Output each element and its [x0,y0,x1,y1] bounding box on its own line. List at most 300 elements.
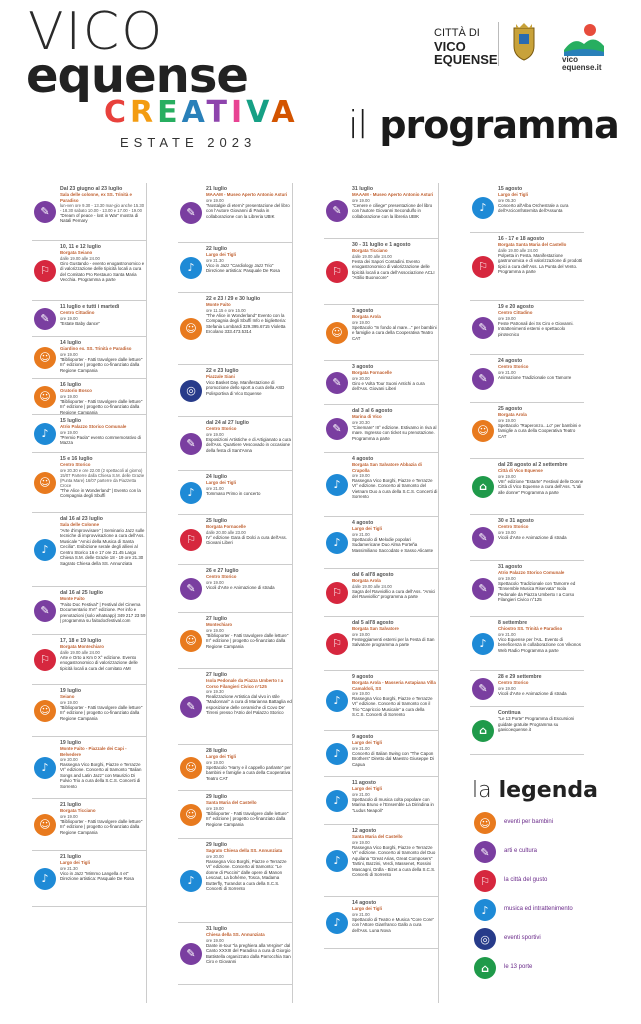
event-description: "The Alice in Wonderland" Evento con la Compagnia degli Sbuffi Info e biglietteria: Stefania Lombardi 329.395.6715 Violetta Ercolano 333.473.5314 [206,312,286,335]
event-description: Vicoli d'Arte e Animazione di strada [206,584,275,590]
legend-item [474,899,624,923]
program-column [470,183,584,755]
art-icon: ✎ [180,433,202,455]
event-place: Sala delle colonne, ex SS. Trinità e Paradiso [60,192,132,203]
event-description: "Biblioporter - Fatti travolgere dalle letture" III° edizione | progetto co-finanziato dalla Regione Campania [206,810,289,827]
music-icon: ♪ [472,633,494,655]
event-time: ore 19.00 [206,197,224,203]
event-item [178,183,292,243]
event-item [178,365,292,417]
event-item [470,561,584,617]
event-date: 30 - 31 luglio e 1 agosto [352,242,411,248]
event-place: Borgata Arola [352,314,381,320]
food-icon: ⚐ [472,256,494,278]
event-description: "Cinemare" III° edizione. Estivamo in riva al mare. Ingresso con ticket su prenotazione. Programma a parte [352,424,437,441]
event-date: 25 agosto [498,406,523,412]
event-item [470,233,584,301]
art-icon: ✎ [180,696,202,718]
event-time: ore 21.30 [60,865,78,871]
event-time: ore 19.00 [60,699,78,705]
event-time: ore 20.30 e ore 22.00 (2 spettacoli al giorno) 15/07 Parterre dalla Chiesa S.M. delle Grazie (Punta Mare) 16/07 parterre da Piazzetta Croce [60,467,145,488]
event-place: Borgata Santa Maria del Castello [498,242,567,248]
divider [498,22,499,66]
event-time: ore 21.30 [206,257,224,263]
event-place: Largo dei Tigli [206,480,236,486]
event-item [178,417,292,471]
legend-item [474,957,624,981]
legend-label: eventi sportivi [504,935,541,941]
event-item [324,731,438,777]
event-item [324,305,438,361]
event-date: 21 luglio [60,802,82,808]
event-place: Borgata Seiano [60,250,93,256]
event-place: Largo dei Tigli [206,252,236,258]
event-time: ore 19.00 [352,631,370,637]
column-divider [438,183,439,1003]
food-icon: ⚐ [34,260,56,282]
event-description: Rassegna Vico Borghi, Piazze e Terrazze VI° edizione. Concerto al tramonto con il Trio "Capriccio Musicale" a cura della S.C.S. Concerti di Sorrento [352,695,433,718]
event-time: ore 19.00 [498,529,516,535]
event-place: Centro Cittadino [498,310,533,316]
event-date: 31 agosto [498,564,523,570]
event-date: 30 e 31 agosto [498,518,534,524]
event-item [470,403,584,459]
event-description: Spettacolo di Teatro e Musica "Core Core" con l'Attore Gianfranco Gallo a cura dell'Ass. Luna Nova [352,916,435,933]
event-time: ore 19.30 [206,688,224,694]
event-place: Città di Vico Equense [498,468,543,474]
event-date: 14 agosto [352,900,377,906]
event-description: Arte e Orto a Km 0 X° edizione. Evento enogastronomico di valorizzazione delle tipicità locali a cura del comitato AMI [60,654,138,671]
music-icon: ♪ [34,423,56,445]
event-date: 22 e 23 / 29 e 30 luglio [206,296,261,302]
art-icon: ✎ [472,317,494,339]
event-place: Monte Faito - Piazzale dei Capi - Belvedere [60,746,127,757]
event-item [324,517,438,569]
art-icon: ✎ [326,200,348,222]
event-date: dal 16 al 25 luglio [60,590,103,596]
event-item [178,565,292,613]
children-icon: ☺ [474,812,496,834]
legend-item [474,870,624,894]
art-icon: ✎ [472,527,494,549]
event-description: "Premio Paola" evento commemorativo di Mazza [60,434,141,446]
event-item [324,405,438,453]
event-item [32,183,146,241]
children-icon: ☺ [34,347,56,369]
event-time: ore 19.00 [352,472,370,478]
event-date: 11 agosto [352,780,376,786]
event-item [470,183,584,233]
event-item [470,707,584,755]
event-item [32,635,146,685]
event-time: ore 19.00 [60,393,78,399]
music-icon: ♪ [326,850,348,872]
event-time: ore 19.00 [352,839,370,845]
event-place: Borgata Fornacelle [206,524,246,530]
event-description: Festeggiamenti esterni per la Festa di San Salvatore programma a parte [352,636,435,648]
children-icon: ☺ [180,630,202,652]
legend-label: la città del gusto [504,877,548,883]
legend-label: eventi per bambini [504,819,554,825]
event-date: 15 luglio [60,418,82,424]
event-time: ore 21.00 [352,745,370,751]
event-time: dalle 19.00 alle 24.00 [60,649,100,655]
event-description: Spettacolo "Raperonzo...Lo" per bambini e famiglie a cura della Cooperativa Teatro CAT [498,422,581,439]
children-icon: ☺ [180,318,202,340]
event-place: Sagrato Chiesa della SS. Annunziata [206,848,283,854]
event-item [178,293,292,365]
event-item [324,897,438,949]
event-place: Montechiaro [206,622,233,628]
event-item [178,745,292,791]
event-place: Atrio Palazzo Storico Comunale [60,424,127,430]
event-place: Santa Maria del Castello [206,800,257,806]
food-icon: ⚐ [326,582,348,604]
event-item [32,453,146,513]
event-date: 3 agosto [352,308,374,314]
event-time: ore 19.00 [352,319,370,325]
event-place: Largo dei Tigli [60,860,90,866]
event-item [32,241,146,301]
event-date: Continua [498,710,521,716]
legend-label: musica ed intrattenimento [504,906,573,912]
music-icon: ♪ [326,474,348,496]
children-icon: ☺ [34,814,56,836]
event-date: 4 agosto [352,520,374,526]
event-place: Marina di Vico [352,414,382,420]
event-place: Largo dei Tigli [206,754,236,760]
children-icon: ☺ [34,472,56,494]
event-description: "Le 13 Porte" Programma di Escursioni guidate gratuite Programma su gavicoequense.it [498,716,575,733]
event-description: Esposizioni Artistiche e di Artigianato a cura dell'Ass. Quartiere Vescovado in occasione della festa di Sant'Anna [206,436,291,453]
event-item [324,453,438,517]
event-place: MAAAM - Museo Aperto Antonio Asturi [206,192,288,198]
event-time: ore 19.00 [206,937,224,943]
event-description: "Biblioporter - Fatti travolgere dalle letture" III° edizione | progetto co-finanziato dalla Regione Campania [60,818,143,835]
event-date: 19 luglio [60,740,82,746]
children-icon: ☺ [326,322,348,344]
music-icon: ♪ [474,899,496,921]
event-time: ore 21.00 [352,531,370,537]
event-description: Vico Equense per l'AIL. Evento di beneficenza in collaborazione con Vikonos Web Radio Programma a parte [498,636,581,653]
event-item [324,569,438,617]
event-description: Spettacolo di musica colta popolare con Marina Bruno e l'Ensemble La Dirindina in "Ludus Neapoli" [352,796,434,813]
event-place: Chiostro SS. Trinità e Paradiso [498,626,563,632]
event-date: 26 e 27 luglio [206,568,239,574]
event-description: Sagra del Ravviollio a cura dell'Ass. "Amici del Ravviollio" programma a parte [352,588,436,600]
event-item [178,923,292,985]
food-icon: ⚐ [180,529,202,551]
event-date: 9 agosto [352,734,374,740]
event-place: Chiesa della SS. Annunziata [206,932,265,938]
event-time: ore 19.00 [498,473,516,479]
event-date: 14 luglio [60,340,82,346]
event-item [178,791,292,839]
event-item [178,613,292,669]
event-item [470,355,584,403]
door-icon: ⌂ [472,476,494,498]
event-date: 31 luglio [352,186,374,192]
children-icon: ☺ [34,700,56,722]
event-time: ore 19.00 [498,315,516,321]
event-description: Realizzazione Artistica dal vivo in stile "Madonnari" a cura di Marianna Battaglia ed esposizione delle ceramiche di Covo De' Tirreni presso l'Atrio del Palazzo Storico [206,693,292,716]
event-date: 31 luglio [206,926,228,932]
event-place: Largo dei Tigli [352,906,382,912]
event-item [32,799,146,851]
program-column [32,183,146,907]
event-date: 3 agosto [352,364,374,370]
event-place: Largo dei Tigli [498,192,528,198]
column-divider [146,183,147,1003]
event-description: Spettacolo di Melodie popolari Sudamericane Duo Alma Porteña Massimiliano Saccodato e Sasso Alicante [352,536,434,553]
title-programma: programma [379,103,619,147]
art-icon: ✎ [474,841,496,863]
event-item [324,825,438,897]
event-time: dalle 19.00 alle 24.00 [352,253,392,259]
music-icon: ♪ [34,868,56,890]
event-place: MAAAM - Museo Aperto Antonio Asturi [352,192,434,198]
event-time: ore 20.00 [206,853,224,859]
art-icon: ✎ [180,578,202,600]
event-date: 17, 18 e 19 luglio [60,638,102,644]
event-time: ore 19.00 [60,315,78,321]
event-description: "Arte d'improvvisare" | Seminario Jazz sulle tecniche di improvvisazione a cura dell'Ass. Musicale "Amici della Musica di Santa Cecilia". Esibizione serale degli allievi al Centro Storico 16 e 17 ore 21.45 Largo Chiesa S.M. delle Grazie 18 - 19 ore 21.30 Sagrato Chiesa della SS. Annunziata [60,527,145,566]
sport-icon: ◎ [474,928,496,950]
event-item [470,617,584,671]
event-time: ore 20.30 [352,419,370,425]
art-icon: ✎ [326,372,348,394]
vico-equense-it-logo [560,22,608,72]
legend-title-la: la [472,778,492,803]
event-time: ore 20.00 [60,756,78,762]
event-date: 9 agosto [352,674,374,680]
event-time: dalle 19.00 alle 24.00 [498,247,538,253]
event-date: 10, 11 e 12 luglio [60,244,101,250]
event-item [324,671,438,731]
event-place: Monte Faito [60,596,85,602]
event-time: ore 19.00 [206,805,224,811]
food-icon: ⚐ [326,633,348,655]
music-icon: ♪ [472,197,494,219]
event-time: ore 19.00 [498,417,516,423]
event-date: 4 agosto [352,456,374,462]
event-date: 29 luglio [206,794,228,800]
event-description: Rassegna Vico Borghi, Piazze e Terrazze VI° edizione. Concerto al tramonto del Vietnam Duo a cura della S.C.S. Concerti di Sorrento [352,477,438,500]
event-place: Sala delle Colonne [60,522,100,528]
sport-icon: ◎ [180,380,202,402]
event-description: Giro e Volta Tour Suoni Antichi a cura dell'Ass. Giovani Liberi [352,380,425,392]
event-date: 19 e 20 agosto [498,304,534,310]
event-item [470,515,584,561]
event-place: Isola Pedonale da Piazza Umberto I a Corso Filangieri Civico n°125 [206,678,284,689]
event-time: ore 19.00 [206,579,224,585]
event-description: "Cenere e ciliege" presentazione del libro con l'autore Giovanni Secondulfo in collaborazione con la libreria UBIK [352,202,433,219]
event-place: Largo dei Tigli [352,526,382,532]
event-date: 24 luglio [206,474,228,480]
page-title [348,103,619,147]
art-icon: ✎ [472,678,494,700]
city-name [434,27,498,68]
event-date: 29 luglio [206,842,228,848]
event-description: Dante in-tour "la preghiera alla Vergine" dal Canto XXXIII del Paradiso a cura di Giorgio Battistella organizzato dalla Parrocchia San Ciro e Giovanni [206,942,291,965]
event-date: 21 luglio [60,854,82,860]
event-time: ore 20.00 [352,375,370,381]
event-place: Borgata Ticciano [352,248,388,254]
event-place: Centro Storico [60,462,91,468]
logo-equense: equense [26,48,248,104]
event-time: dalle 19.00 alle 24.00 [60,255,100,261]
event-place: Borgata Arola [352,578,381,584]
city-crest-icon [511,22,537,62]
event-description: "Dream of peace - lost in War" mostra di Natali Pemary [60,212,139,224]
event-item [324,183,438,239]
event-description: Giro Gustando - evento enogastronomico e di valorizzazione delle tipicità locali a cura del Comitato Pro Restauro Santa Maria Vecchia. Programma a parte [60,260,145,283]
event-place: Borgata San Salvatore Abbazia di Crapolla [352,462,422,473]
event-place: Giardino ex. SS. Trinità e Paradiso [60,346,132,352]
event-description: Vicoli d'Arte e Animazione di strada [498,690,567,696]
event-date: dal 28 agosto al 2 settembre [498,462,568,468]
event-description: Spettacolo "In fondo al mare..." per bambini e famiglie a cura della Cooperativa Teatro CAT [352,324,437,341]
event-item [324,617,438,671]
children-icon: ☺ [180,757,202,779]
event-place: Borgata Arola [498,412,527,418]
event-date: dal 24 al 27 luglio [206,420,249,426]
event-description: Spettacolo "Harry e il cappello parlante" per bambini e famiglie a cura della Cooperativa Teatro CAT [206,764,291,781]
event-date: 16 luglio [60,382,82,388]
event-time: ore 19.00 [352,690,370,696]
event-time: ore 19.00 [352,197,370,203]
logo-estate: ESTATE 2023 [120,135,257,150]
event-time: ore 19.00 [498,685,516,691]
event-description: Vico in Jazz "Mimmo Langella 4 et" Direzione artistica: Pasquale De Rosa [60,870,134,882]
event-date: 28 e 29 settembre [498,674,542,680]
event-place: Borgata Arola - Masseria Astapiana Villa Camaldoli, SS [352,680,436,691]
event-description: "Faito Doc Festival" | Festival del Cinema Documentario XVI° edizione. Per info e prenotazioni (solo whatsapp) 349 217 23 59 | programma su faitodocfestival.com [60,601,146,624]
event-place: Centro Storico [498,680,529,686]
landscape-icon [560,22,608,56]
event-time: ore 19.00 [206,759,224,765]
event-item [32,513,146,587]
event-place: Oratorio Bosco [60,388,92,394]
legend-label: arti e cultura [504,848,538,854]
event-date: 27 luglio [206,616,228,622]
event-description: IV° edizione Gara di Dolci a cura dell'Ass. Giovani Liberi [206,534,287,546]
event-description: "Biblioporter - Fatti travolgere dalle letture" III° edizione | progetto co-finanziato dalla Regione Campania [60,398,143,415]
door-icon: ⌂ [472,720,494,742]
music-icon: ♪ [326,790,348,812]
event-description: Festa dei Sapori Contadini. Evento enogastronomico di valorizzazione delle tipicità locali a cura dell'Associazione ACLI "Attilio Buonocore" [352,258,435,281]
event-description: "Biblioporter - Fatti travolgere dalle letture" III° edizione | progetto co-finanziato dalla Regione Campania [206,632,289,649]
event-place: Borgata San Salvatore [352,626,399,632]
event-time: ore 19.00 [206,627,224,633]
event-item [32,587,146,635]
children-icon: ☺ [472,420,494,442]
event-time: ore 21.00 [498,369,516,375]
event-date: 22 e 23 luglio [206,368,239,374]
event-date: 15 e 16 luglio [60,456,93,462]
event-item [32,379,146,415]
event-time: ore 19.00 [206,431,224,437]
event-item [178,839,292,923]
legend-label: le 13 porte [504,964,533,970]
event-item [470,301,584,355]
program-column [178,183,292,985]
event-description: Vico in Jazz "Cardiology Jazz Trio" Direzione artistica: Pasquale De Rosa [206,262,280,274]
event-item [178,515,292,565]
event-time: ore 21.00 [498,631,516,637]
event-description: Rassegna Vico Borghi, Piazze e Terrazze VI° edizione. Concerto al tramonto "Italian Songs and Latin Jazz" con Maurizio Di Fulvio Trio a cura della S.C.S. Concerti di Sorrento [60,761,142,789]
city-label: VICO EQUENSE [434,38,498,68]
event-date: dal 16 al 23 luglio [60,516,103,522]
event-date: 8 settembre [498,620,528,626]
vico-equense-it-text: vico equense.it [562,55,602,72]
event-time: ore 21.00 [352,791,370,797]
header [0,0,641,165]
event-date: Dal 23 giugno al 23 luglio [60,186,123,192]
event-time: dalle 20.00 alle 23.00 [206,529,246,535]
event-item [324,239,438,305]
event-item [32,685,146,737]
event-date: 12 agosto [352,828,377,834]
event-time: ore 19.00 [498,575,516,581]
event-item [178,669,292,745]
logo-creativa: CREATIVA [104,95,299,130]
event-time: ore 21.00 [206,485,224,491]
event-date: 21 luglio [206,186,228,192]
event-date: 15 agosto [498,186,523,192]
event-date: 16 - 17 e 18 agosto [498,236,545,242]
event-date: dal 3 al 6 agosto [352,408,393,414]
event-place: Largo dei Tigli [352,786,382,792]
event-date: 27 luglio [206,672,228,678]
legend-item [474,928,624,952]
event-date: 24 agosto [498,358,523,364]
event-place: Borgata Fornacelle [352,370,392,376]
event-description: Polpetta in Festa. Manifestazione gastronomica e di valorizzazione di prodotti tipici a cura dell'Ass. La Punta del Vento. Programma a parte [498,252,583,275]
event-item [178,243,292,293]
event-description: Concerto all'Alba Orchestrale a cura dell'Arciconfraternita dell'Assunta [498,202,569,214]
event-date: dal 6 all'8 agosto [352,572,394,578]
event-item [32,301,146,337]
event-description: Spettacolo Tradizionale con Tamorre ed "Ensemble Musica Riservata" Isola Pedonale da Piazza Umberto I a Corso Filangieri Civico n°125 [498,580,576,603]
legend-title-legenda: legenda [498,778,598,803]
event-item [324,777,438,825]
event-item [32,737,146,799]
event-item [32,415,146,453]
legend-item [474,812,624,836]
event-item [32,851,146,907]
music-icon: ♪ [326,690,348,712]
food-icon: ⚐ [474,870,496,892]
event-time: ore 19.00 [60,351,78,357]
event-time: ore 05.30 [498,197,516,203]
event-place: Seiano [60,694,75,700]
event-description: "The Alice in Wonderland" | Evento con la Compagnia degli Sbuffi [60,487,141,499]
event-description: Animazione Tradizionale con Tamorre [498,374,572,380]
event-description: Rassegna Vico Borghi, Piazze e Terrazze VI° edizione. Concerto al tramonto: "Le donne di Puccini" dalle opere di Manon Lescaut, La bohème, Tosca, Madama Butterfly, Turandot a cura della S.C.S. Concerti di Sorrento [206,858,287,892]
music-icon: ♪ [34,757,56,779]
event-date: 19 luglio [60,688,82,694]
event-date: 25 luglio [206,518,228,524]
event-item [178,471,292,515]
event-item [470,671,584,707]
event-place: Centro Storico [206,426,237,432]
event-place: Centro Storico [498,524,529,530]
event-place: Largo dei Tigli [352,740,382,746]
art-icon: ✎ [34,600,56,622]
art-icon: ✎ [180,943,202,965]
event-item [324,361,438,405]
